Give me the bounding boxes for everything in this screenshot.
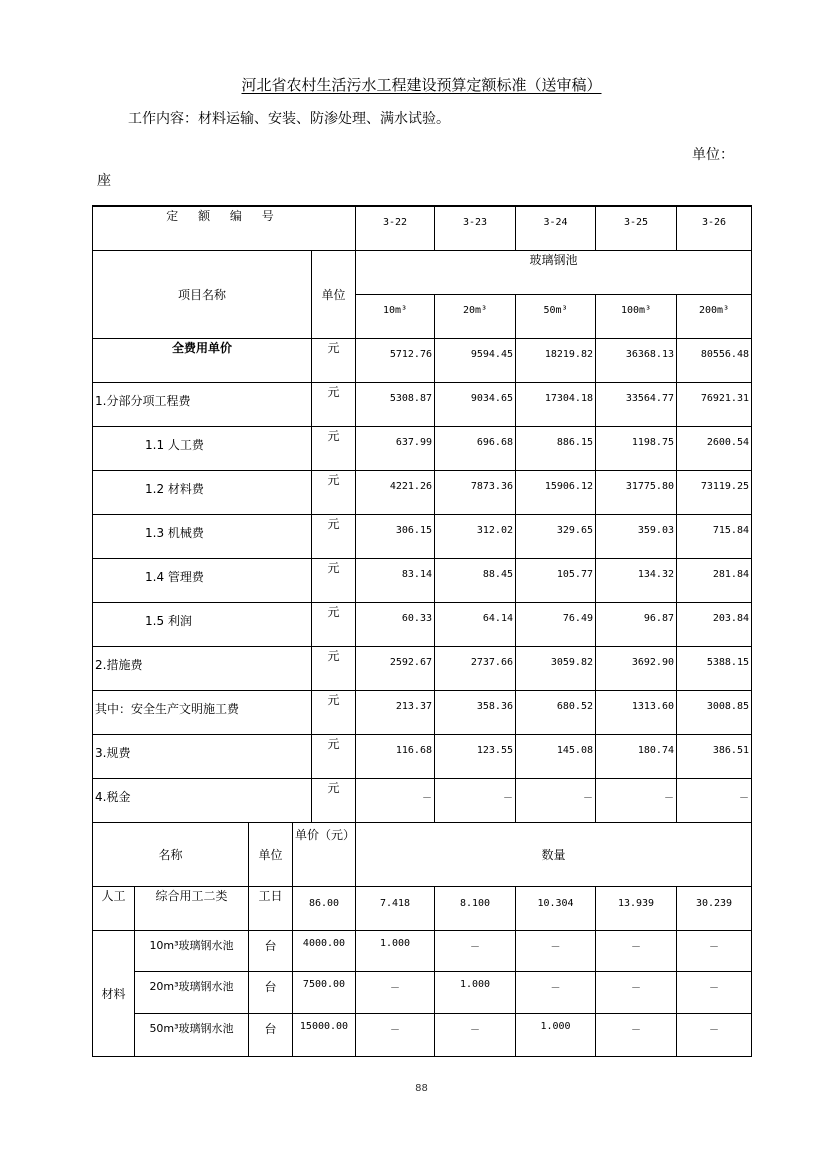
material-name: 50m³玻璃钢水池 bbox=[135, 1013, 249, 1056]
cost-value: 96.87 bbox=[596, 602, 677, 646]
cost-name: 1.分部分项工程费 bbox=[93, 382, 312, 426]
cost-row bbox=[93, 426, 752, 470]
material-category: 材料 bbox=[93, 930, 135, 1056]
material-quantity: 1.000 bbox=[356, 930, 435, 971]
cost-name: 1.5 利润 bbox=[93, 602, 312, 646]
work-content: 工作内容：材料运输、安装、防渗处理、满水试验。 bbox=[128, 111, 450, 127]
cost-value: 696.68 bbox=[435, 426, 516, 470]
size-cell: 50m³ bbox=[516, 294, 596, 338]
cost-value: 73119.25 bbox=[677, 470, 752, 514]
cost-value: 386.51 bbox=[677, 734, 752, 778]
labor-quantity: 13.939 bbox=[596, 886, 677, 930]
cost-unit: 元 bbox=[312, 382, 356, 426]
material-quantity: － bbox=[596, 971, 677, 1013]
cost-row bbox=[93, 734, 752, 778]
cost-value: 180.74 bbox=[596, 734, 677, 778]
material-quantity: － bbox=[356, 1013, 435, 1056]
material-row bbox=[93, 930, 752, 971]
cost-name: 其中：安全生产文明施工费 bbox=[93, 690, 312, 734]
cost-value: 33564.77 bbox=[596, 382, 677, 426]
size-cell: 100m³ bbox=[596, 294, 677, 338]
cost-value: 359.03 bbox=[596, 514, 677, 558]
cost-unit: 元 bbox=[312, 690, 356, 734]
material-quantity: － bbox=[516, 971, 596, 1013]
cost-name: 1.3 机械费 bbox=[93, 514, 312, 558]
material-quantity: － bbox=[435, 1013, 516, 1056]
unit-value: 座 bbox=[97, 173, 111, 189]
cost-value: 31775.80 bbox=[596, 470, 677, 514]
cost-value: 203.84 bbox=[677, 602, 752, 646]
page-number: 88 bbox=[415, 1083, 428, 1094]
cost-value: － bbox=[596, 778, 677, 822]
labor-quantity: 8.100 bbox=[435, 886, 516, 930]
cost-value: 145.08 bbox=[516, 734, 596, 778]
cost-value: 76921.31 bbox=[677, 382, 752, 426]
cost-value: 17304.18 bbox=[516, 382, 596, 426]
cost-value: 36368.13 bbox=[596, 338, 677, 382]
cost-value: 5388.15 bbox=[677, 646, 752, 690]
labor-category: 人工 bbox=[93, 886, 135, 930]
cost-unit: 元 bbox=[312, 646, 356, 690]
cost-value: 3008.85 bbox=[677, 690, 752, 734]
document-title: 河北省农村生活污水工程建设预算定额标准（送审稿） bbox=[241, 76, 602, 94]
material-quantity: － bbox=[435, 930, 516, 971]
cost-value: 281.84 bbox=[677, 558, 752, 602]
material-unit: 台 bbox=[249, 971, 293, 1013]
cost-value: 213.37 bbox=[356, 690, 435, 734]
cost-value: 116.68 bbox=[356, 734, 435, 778]
cost-value: 5308.87 bbox=[356, 382, 435, 426]
cost-value: 60.33 bbox=[356, 602, 435, 646]
cost-value: 1198.75 bbox=[596, 426, 677, 470]
resource-unit-header: 单位 bbox=[249, 822, 293, 886]
cost-value: 134.32 bbox=[596, 558, 677, 602]
quota-code-row bbox=[93, 206, 752, 250]
quota-table bbox=[92, 205, 752, 1057]
quota-code: 3-22 bbox=[356, 206, 435, 250]
cost-value: 105.77 bbox=[516, 558, 596, 602]
quota-code: 3-26 bbox=[677, 206, 752, 250]
cost-row bbox=[93, 646, 752, 690]
cost-value: 2600.54 bbox=[677, 426, 752, 470]
cost-unit: 元 bbox=[312, 338, 356, 382]
header-row bbox=[93, 250, 752, 294]
material-unit-price: 4000.00 bbox=[293, 930, 356, 971]
item-name-header: 项目名称 bbox=[93, 250, 312, 338]
cost-value: － bbox=[356, 778, 435, 822]
material-unit-price: 15000.00 bbox=[293, 1013, 356, 1056]
cost-value: 64.14 bbox=[435, 602, 516, 646]
cost-row bbox=[93, 602, 752, 646]
material-unit: 台 bbox=[249, 1013, 293, 1056]
cost-value: 3692.90 bbox=[596, 646, 677, 690]
cost-value: 358.36 bbox=[435, 690, 516, 734]
cost-value: 15906.12 bbox=[516, 470, 596, 514]
material-quantity: － bbox=[677, 930, 752, 971]
cost-name: 4.税金 bbox=[93, 778, 312, 822]
quota-code: 3-24 bbox=[516, 206, 596, 250]
cost-name: 1.2 材料费 bbox=[93, 470, 312, 514]
material-name: 10m³玻璃钢水池 bbox=[135, 930, 249, 971]
cost-value: 88.45 bbox=[435, 558, 516, 602]
cost-value: 2737.66 bbox=[435, 646, 516, 690]
resource-quantity-header: 数量 bbox=[356, 822, 752, 886]
material-quantity: － bbox=[596, 1013, 677, 1056]
cost-row bbox=[93, 382, 752, 426]
cost-row bbox=[93, 338, 752, 382]
cost-value: 637.99 bbox=[356, 426, 435, 470]
material-quantity: － bbox=[677, 1013, 752, 1056]
unit-label: 单位： bbox=[692, 147, 734, 163]
material-quantity: － bbox=[516, 930, 596, 971]
cost-row bbox=[93, 470, 752, 514]
cost-value: 1313.60 bbox=[596, 690, 677, 734]
labor-quantity: 10.304 bbox=[516, 886, 596, 930]
material-row bbox=[93, 971, 752, 1013]
cost-value: 2592.67 bbox=[356, 646, 435, 690]
cost-value: － bbox=[516, 778, 596, 822]
cost-value: 76.49 bbox=[516, 602, 596, 646]
cost-name: 2.措施费 bbox=[93, 646, 312, 690]
cost-value: － bbox=[677, 778, 752, 822]
cost-value: 9034.65 bbox=[435, 382, 516, 426]
size-cell: 10m³ bbox=[356, 294, 435, 338]
resource-price-header: 单价（元） bbox=[293, 822, 356, 886]
resource-header-row bbox=[93, 822, 752, 886]
resource-name-header: 名称 bbox=[93, 822, 249, 886]
cost-value: 123.55 bbox=[435, 734, 516, 778]
cost-value: 329.65 bbox=[516, 514, 596, 558]
material-quantity: － bbox=[356, 971, 435, 1013]
group-header: 玻璃钢池 bbox=[356, 250, 752, 294]
material-name: 20m³玻璃钢水池 bbox=[135, 971, 249, 1013]
cost-value: 306.15 bbox=[356, 514, 435, 558]
cost-name: 全费用单价 bbox=[93, 338, 312, 382]
cost-value: 7873.36 bbox=[435, 470, 516, 514]
labor-unit: 工日 bbox=[249, 886, 293, 930]
labor-quantity: 30.239 bbox=[677, 886, 752, 930]
material-unit: 台 bbox=[249, 930, 293, 971]
cost-value: 3059.82 bbox=[516, 646, 596, 690]
cost-row bbox=[93, 690, 752, 734]
cost-unit: 元 bbox=[312, 558, 356, 602]
size-cell: 20m³ bbox=[435, 294, 516, 338]
cost-unit: 元 bbox=[312, 602, 356, 646]
quota-code-label: 定 额 编 号 bbox=[93, 206, 356, 250]
quota-code: 3-25 bbox=[596, 206, 677, 250]
cost-name: 3.规费 bbox=[93, 734, 312, 778]
material-row bbox=[93, 1013, 752, 1056]
cost-value: 5712.76 bbox=[356, 338, 435, 382]
labor-name: 综合用工二类 bbox=[135, 886, 249, 930]
cost-unit: 元 bbox=[312, 734, 356, 778]
cost-name: 1.1 人工费 bbox=[93, 426, 312, 470]
cost-unit: 元 bbox=[312, 778, 356, 822]
labor-quantity: 7.418 bbox=[356, 886, 435, 930]
material-quantity: 1.000 bbox=[516, 1013, 596, 1056]
cost-row bbox=[93, 514, 752, 558]
cost-value: 80556.48 bbox=[677, 338, 752, 382]
cost-value: 312.02 bbox=[435, 514, 516, 558]
labor-row bbox=[93, 886, 752, 930]
cost-value: － bbox=[435, 778, 516, 822]
cost-name: 1.4 管理费 bbox=[93, 558, 312, 602]
material-unit-price: 7500.00 bbox=[293, 971, 356, 1013]
cost-unit: 元 bbox=[312, 514, 356, 558]
cost-row bbox=[93, 558, 752, 602]
size-cell: 200m³ bbox=[677, 294, 752, 338]
quota-code: 3-23 bbox=[435, 206, 516, 250]
cost-value: 680.52 bbox=[516, 690, 596, 734]
cost-value: 715.84 bbox=[677, 514, 752, 558]
labor-unit-price: 86.00 bbox=[293, 886, 356, 930]
cost-unit: 元 bbox=[312, 426, 356, 470]
cost-row bbox=[93, 778, 752, 822]
cost-unit: 元 bbox=[312, 470, 356, 514]
cost-value: 9594.45 bbox=[435, 338, 516, 382]
unit-header: 单位 bbox=[312, 250, 356, 338]
cost-value: 83.14 bbox=[356, 558, 435, 602]
cost-value: 886.15 bbox=[516, 426, 596, 470]
cost-value: 18219.82 bbox=[516, 338, 596, 382]
material-quantity: － bbox=[677, 971, 752, 1013]
cost-value: 4221.26 bbox=[356, 470, 435, 514]
material-quantity: 1.000 bbox=[435, 971, 516, 1013]
material-quantity: － bbox=[596, 930, 677, 971]
